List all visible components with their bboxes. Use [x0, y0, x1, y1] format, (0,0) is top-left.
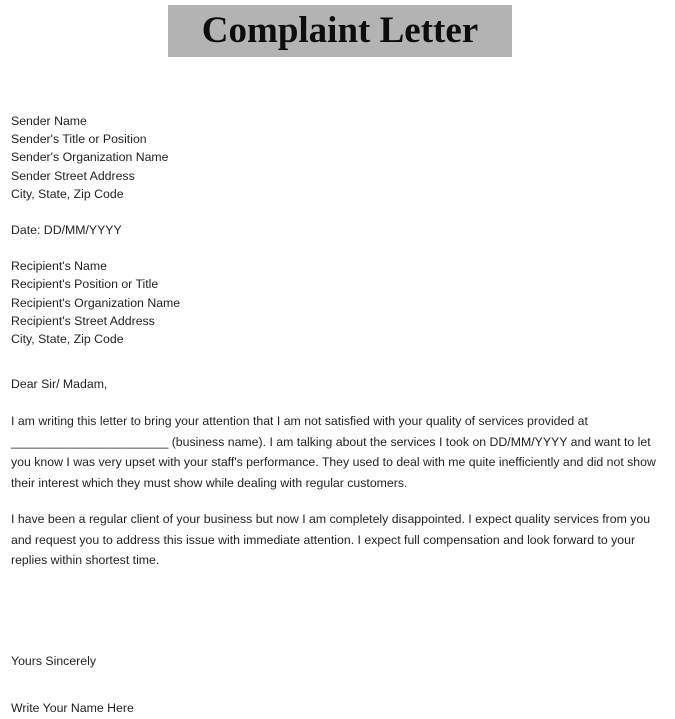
- sender-address-block: [11, 112, 671, 203]
- spacer-after-date: [11, 239, 671, 257]
- date-block: [11, 221, 671, 239]
- signature-name-line: Write Your Name Here: [11, 701, 134, 716]
- sender-street-address: Sender Street Address: [11, 168, 135, 183]
- recipient-city-state-zip: City, State, Zip Code: [11, 332, 124, 347]
- sender-name: Sender Name: [11, 114, 87, 128]
- sender-city-state-zip: City, State, Zip Code: [11, 186, 124, 201]
- document-title-area: [0, 0, 675, 62]
- spacer-after-sender: [11, 203, 671, 221]
- recipient-position: Recipient's Position or Title: [11, 277, 159, 292]
- recipient-name: Recipient's Name: [11, 259, 107, 274]
- spacer-after-salutation: [11, 393, 671, 411]
- spacer-after-recipient: [11, 348, 671, 375]
- page-title: Complaint Letter: [201, 10, 479, 51]
- spacer-before-closing: [11, 571, 671, 611]
- body-paragraph-2: I have been a regular client of your business but now I am completely disappointed. I expect quality services from you and request you to address this issue with immediate attention. I expect full compensation and look forward to your replies within shortest time.: [11, 512, 651, 568]
- sender-title: Sender's Title or Position: [11, 132, 147, 147]
- recipient-street-address: Recipient's Street Address: [11, 313, 155, 328]
- signature-space: [11, 611, 671, 651]
- salutation-block: [11, 375, 671, 393]
- closing-line: Yours Sincerely: [11, 653, 96, 668]
- recipient-organization: Recipient's Organization Name: [11, 295, 181, 310]
- letter-body: [11, 112, 671, 719]
- spacer-after-closing: [11, 671, 671, 698]
- recipient-address-block: [11, 257, 671, 348]
- salutation: Dear Sir/ Madam,: [11, 377, 108, 392]
- date-line: Date: DD/MM/YYYY: [11, 223, 122, 238]
- sender-organization: Sender's Organization Name: [11, 150, 169, 165]
- body-paragraph-1: I am writing this letter to bring your attention that I am not satisfied with your quality of services provided at _______________________ (business name). I am talking about the services I took on DD/MM/YYYY and want to let you know I was very upset with your staff's performance. They used to deal with me quite inefficiently and did not show their interest which they must show while dealing with regular customers.: [11, 414, 656, 490]
